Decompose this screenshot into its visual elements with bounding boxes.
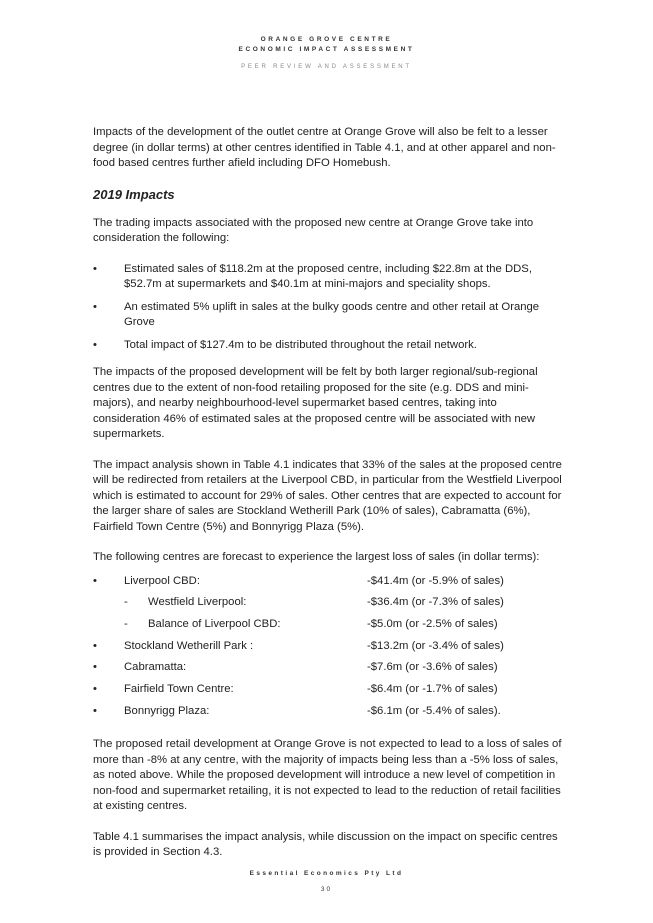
list-item xyxy=(93,704,563,726)
centre-name: Stockland Wetherill Park : xyxy=(124,639,254,652)
paragraph-impacts: The impacts of the proposed development will be felt by both larger regional/sub-regional centres due to the extent of non-food retailing proposed for the site (e.g. DDS and mini-majors), and nearby neighbourhood-level supermarket based centres, taking into consideration 46% of estimated sales at the proposed centre will be associated with new supermarkets. xyxy=(93,366,538,440)
list-item xyxy=(93,682,563,704)
header-subtitle: ECONOMIC IMPACT ASSESSMENT xyxy=(238,46,415,53)
centre-name: Liverpool CBD: xyxy=(124,574,200,587)
footer-company: Essential Economics Pty Ltd xyxy=(249,870,404,877)
centre-name: Bonnyrigg Plaza: xyxy=(124,704,210,717)
centre-name: Cabramatta: xyxy=(124,661,187,674)
bullet-icon: • xyxy=(93,704,97,717)
list-item xyxy=(93,660,563,682)
header-section: PEER REVIEW AND ASSESSMENT xyxy=(241,64,412,70)
bullet-icon: • xyxy=(93,639,97,652)
centre-loss-value: -$5.0m (or -2.5% of sales) xyxy=(367,617,498,630)
paragraph-analysis: The impact analysis shown in Table 4.1 indicates that 33% of the sales at the proposed centre will be redirected from retailers at the Liverpool CBD, in particular from the Westfield Liverpool which is estimated to account for 29% of sales. Other centres that are expected to account for the larger share of sales are Stockland Wetherill Park (10% of sales), Cabramatta (6%), Fairfield Town Centre (5%) and Bonnyrigg Plaza (5%). xyxy=(93,458,562,533)
page-number: 30 xyxy=(320,886,333,893)
bullet-icon: • xyxy=(93,682,97,695)
bullet-icon: • xyxy=(93,574,97,587)
centre-name: Fairfield Town Centre: xyxy=(124,682,234,695)
list-item xyxy=(93,574,563,596)
list-item: • An estimated 5% uplift in sales at the bulky goods centre and other retail at Orange Grove xyxy=(93,300,540,328)
paragraph-considerations: The trading impacts associated with the proposed new centre at Orange Grove take into consideration the following: xyxy=(93,216,534,244)
list-item xyxy=(93,617,563,639)
header-title: ORANGE GROVE CENTRE xyxy=(260,36,393,43)
list-item: • Total impact of $127.4m to be distributed throughout the retail network. xyxy=(93,338,563,354)
list-item xyxy=(93,639,563,661)
section-heading: 2019 Impacts xyxy=(93,186,175,202)
page-footer xyxy=(0,869,653,894)
bullet-icon: • xyxy=(93,300,97,313)
paragraph-summary: Table 4.1 summarises the impact analysis, while discussion on the impact on specific centres is provided in Section 4.3. xyxy=(93,830,558,859)
centre-name: Westfield Liverpool: xyxy=(148,596,247,609)
paragraph-forecast: The following centres are forecast to experience the largest loss of sales (in dollar terms): xyxy=(93,551,540,563)
centre-loss-value: -$6.4m (or -1.7% of sales) xyxy=(367,682,498,695)
considerations-list xyxy=(93,262,563,354)
dash-icon: - xyxy=(124,596,128,609)
bullet-icon: • xyxy=(93,338,97,351)
list-item xyxy=(93,595,563,617)
centre-loss-value: -$36.4m (or -7.3% of sales) xyxy=(367,596,504,609)
centre-loss-value: -$13.2m (or -3.4% of sales) xyxy=(367,639,504,652)
bullet-icon: • xyxy=(93,262,97,275)
intro-paragraph: Impacts of the development of the outlet centre at Orange Grove will also be felt to a lesser degree (in dollar terms) at other centres identified in Table 4.1, and at other apparel and non-food based centres further afield including DFO Homebush. xyxy=(93,126,556,169)
centre-loss-list xyxy=(93,574,563,726)
list-item: • Estimated sales of $118.2m at the proposed centre, including $22.8m at the DDS, $52.7m at supermarkets and $40.1m at mini-majors and speciality shops. xyxy=(93,262,532,290)
centre-loss-value: -$6.1m (or -5.4% of sales). xyxy=(367,704,501,717)
paragraph-conclusion: The proposed retail development at Orange Grove is not expected to lead to a loss of sales of more than -8% at any centre, with the majority of impacts being less than a -5% loss of sales, as noted above. While the proposed development will introduce a new level of competition in non-food and supermarket retailing, it is not expected to lead to the reduction of retail facilities at existing centres. xyxy=(93,738,562,813)
page-header xyxy=(0,35,653,72)
bullet-icon: • xyxy=(93,661,97,674)
document-body xyxy=(93,125,563,876)
centre-loss-value: -$41.4m (or -5.9% of sales) xyxy=(367,574,504,587)
dash-icon: - xyxy=(124,617,128,630)
centre-loss-value: -$7.6m (or -3.6% of sales) xyxy=(367,661,498,674)
centre-name: Balance of Liverpool CBD: xyxy=(148,617,281,630)
